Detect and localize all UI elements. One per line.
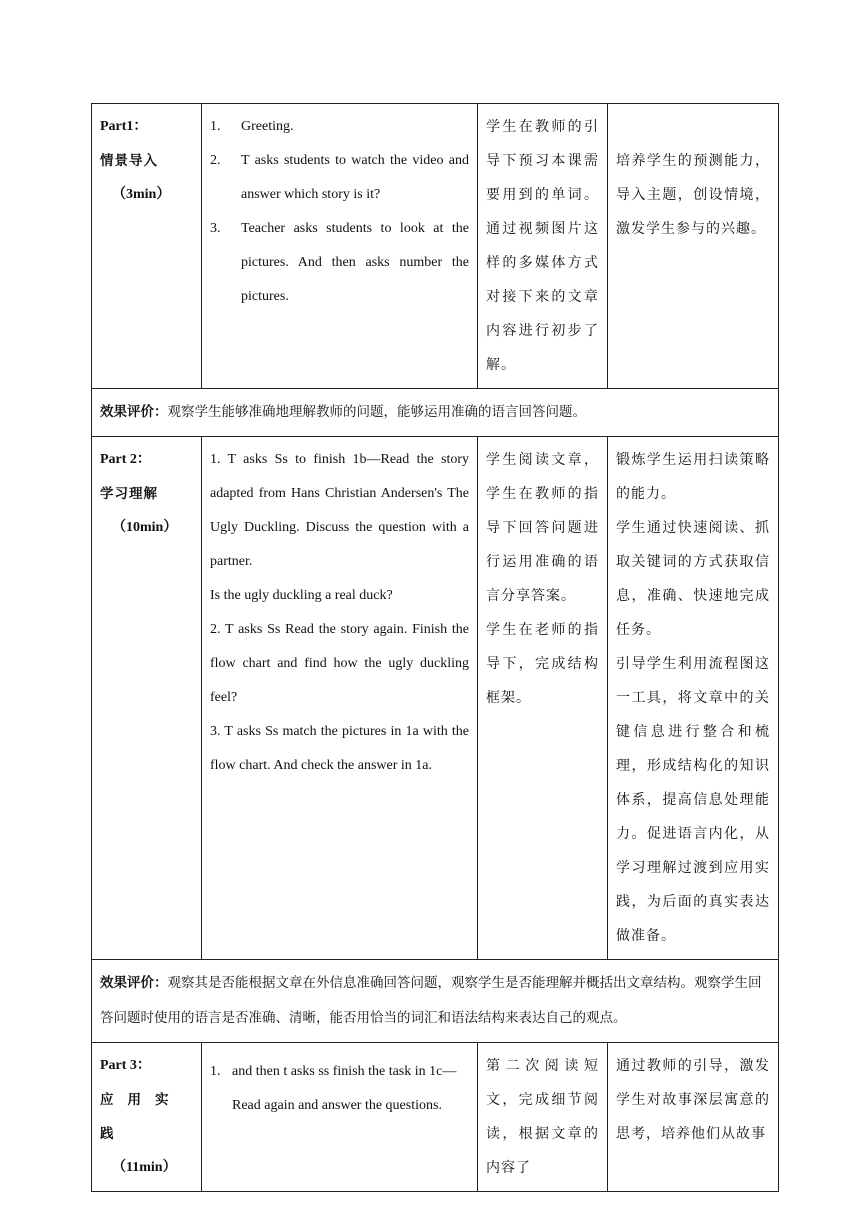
part1-activity-3 (210, 212, 469, 314)
lesson-plan-table (91, 103, 779, 1192)
part2-intent-3: 引导学生利用流程图这一工具，将文章中的关键信息进行整合和梳理，形成结构化的知识体系，提高信息处理能力。促进语言内化，从学习理解过渡到应用实践，为后面的真实表达做准备。 (616, 656, 770, 944)
eval1-cell (92, 389, 779, 437)
part2-intent-1: 锻炼学生运用扫读策略的能力。 (616, 452, 770, 502)
part2-activities-cell (202, 437, 478, 960)
part2-activity-1: 1. T asks Ss to finish 1b—Read the story adapted from Hans Christian Andersen's The Ugly Duckling. Discuss the question with a partner. (210, 452, 469, 569)
part3-intent-cell (608, 1043, 779, 1192)
part2-activity-3: 3. T asks Ss match the pictures in 1a with the flow chart. And check the answer in 1a. (210, 724, 469, 773)
part3-phase-cell (92, 1043, 202, 1192)
part1-student-activity: 学生在教师的引导下预习本课需要用到的单词。通过视频图片这样的多媒体方式对接下来的文章内容进行初步了解。 (486, 119, 599, 373)
part2-title: Part 2： (100, 452, 151, 467)
part2-activity-2: 2. T asks Ss Read the story again. Finish the flow chart and find how the ugly duckling feel? (210, 622, 469, 705)
activity-text: T asks students to watch the video and answer which story is it? (241, 153, 469, 202)
part3-duration: （11min） (112, 1160, 177, 1175)
activity-text: and then t asks ss finish the task in 1c—Read again and answer the questions. (232, 1064, 457, 1113)
part1-activity-list (210, 110, 469, 314)
part2-intent-2: 学生通过快速阅读、抓取关键词的方式获取信息，准确、快速地完成任务。 (616, 520, 770, 638)
part1-activity-1 (210, 110, 469, 144)
part3-intent: 通过教师的引导，激发学生对故事深层寓意的思考，培养他们从故事 (616, 1058, 770, 1142)
activity-text: Teacher asks students to look at the pictures. And then asks number the pictures. (241, 221, 469, 304)
part1-activity-2 (210, 144, 469, 212)
part2-student-activity-1: 学生阅读文章，学生在教师的指导下回答问题进行运用准确的语言分享答案。 (486, 452, 599, 604)
eval2-cell (92, 960, 779, 1043)
part2-student-activity-cell (478, 437, 608, 960)
part1-intent-cell (608, 104, 779, 389)
part2-topic: 学习理解 (100, 486, 158, 502)
part3-student-activity-cell (478, 1043, 608, 1192)
part1-title: Part1： (100, 119, 148, 134)
part2-duration: （10min） (112, 520, 178, 535)
eval2-text: 观察其是否能根据文章在外信息准确回答问题，观察学生是否能理解并概括出文章结构。观察学生回答问题时使用的语言是否准确、清晰，能否用恰当的词汇和语法结构来表达自己的观点。 (100, 975, 762, 1026)
eval2-row (92, 960, 779, 1043)
part3-activity-list (210, 1049, 469, 1123)
part1-activities-cell (202, 104, 478, 389)
part2-phase-cell (92, 437, 202, 960)
part3-title: Part 3： (100, 1058, 151, 1073)
list-number: 1. (210, 119, 221, 134)
part1-row (92, 104, 779, 389)
part3-activity-1 (210, 1055, 469, 1123)
part1-intent: 培养学生的预测能力，导入主题，创设情境，激发学生参与的兴趣。 (616, 153, 770, 237)
list-number: 2. (210, 153, 221, 168)
eval1-row (92, 389, 779, 437)
list-number: 3. (210, 221, 221, 236)
part1-phase-cell (92, 104, 202, 389)
part3-row (92, 1043, 779, 1192)
part1-student-activity-cell (478, 104, 608, 389)
part3-student-activity: 第二次阅读短文，完成细节阅读，根据文章的内容了 (486, 1058, 599, 1176)
list-number: 1. (210, 1064, 221, 1079)
part1-duration: （3min） (112, 187, 171, 202)
activity-text: Greeting. (241, 119, 294, 134)
part1-topic: 情景导入 (100, 153, 158, 169)
eval1-label: 效果评价： (100, 404, 168, 420)
eval1-text: 观察学生能够准确地理解教师的问题，能够运用准确的语言回答问题。 (167, 404, 586, 420)
part3-activities-cell (202, 1043, 478, 1192)
part2-student-activity-2: 学生在老师的指导下，完成结构框架。 (486, 622, 599, 706)
part2-intent-cell (608, 437, 779, 960)
eval2-label: 效果评价： (100, 975, 168, 991)
part2-activity-question: Is the ugly duckling a real duck? (210, 588, 393, 603)
part2-row (92, 437, 779, 960)
part3-topic: 应用实践 (100, 1092, 183, 1142)
